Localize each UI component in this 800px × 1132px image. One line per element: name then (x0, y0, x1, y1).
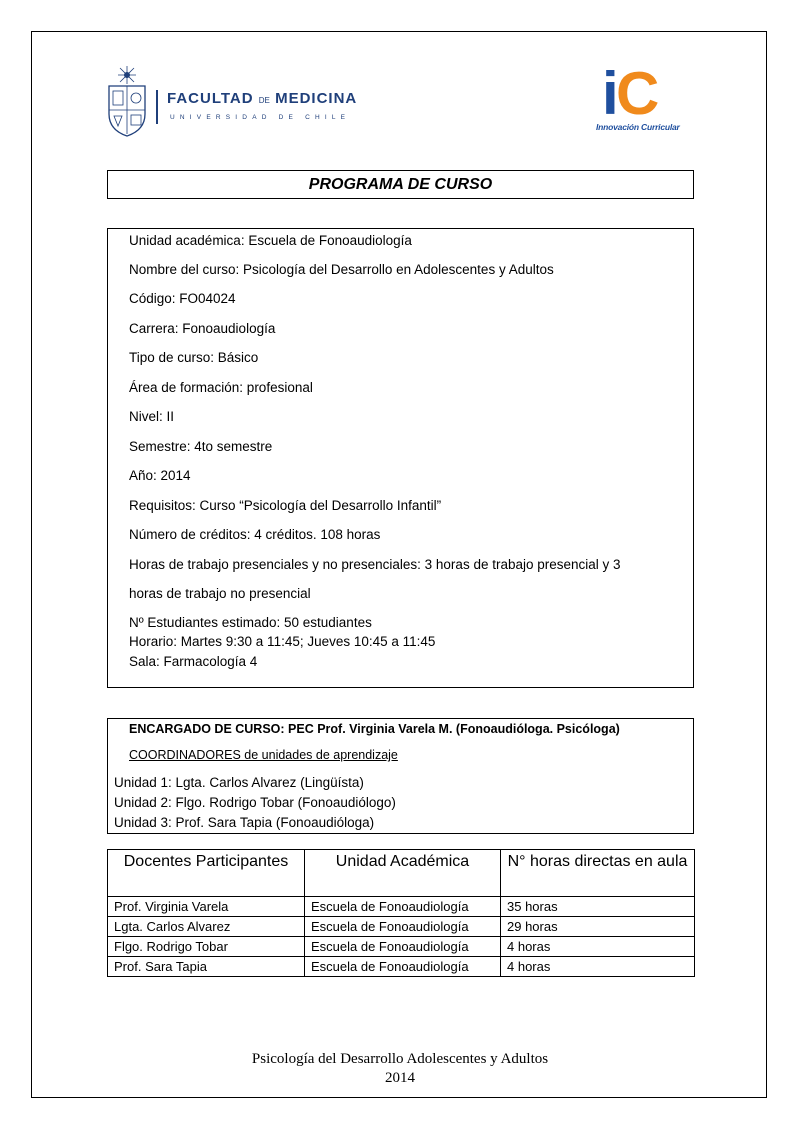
universidad-de-chile-subtitle: UNIVERSIDAD DE CHILE (170, 114, 351, 121)
logo-divider (156, 90, 158, 124)
coordinadores-heading: COORDINADORES de unidades de aprendizaje (129, 748, 398, 762)
docente-horas: 35 horas (501, 897, 695, 917)
encargado-box (107, 718, 694, 834)
info-anio: Año: 2014 (129, 468, 191, 483)
svg-text:i: i (602, 62, 619, 122)
table-header-row (108, 850, 695, 897)
docente-name: Prof. Sara Tapia (108, 957, 305, 977)
docente-name: Prof. Virginia Varela (108, 897, 305, 917)
svg-text:C: C (616, 62, 660, 122)
info-nivel: Nivel: II (129, 409, 175, 424)
facultad-medicina-title: FACULTAD DE MEDICINA (167, 90, 358, 107)
ic-logo-icon (600, 62, 664, 122)
info-estudiantes: Nº Estudiantes estimado: 50 estudiantes (129, 615, 372, 630)
course-info-box (107, 228, 694, 688)
info-semestre: Semestre: 4to semestre (129, 439, 273, 454)
ic-logo-caption: Innovación Curricular (596, 122, 680, 132)
unidad-item: Unidad 1: Lgta. Carlos Alvarez (Lingüísta) (114, 775, 364, 790)
header-docentes: Docentes Participantes (108, 850, 305, 897)
docente-horas: 4 horas (501, 957, 695, 977)
facultad-medicina-logo (107, 64, 357, 140)
header-unidad: Unidad Académica (305, 850, 501, 897)
info-nombre: Nombre del curso: Psicología del Desarrollo en Adolescentes y Adultos (129, 262, 554, 277)
innovacion-curricular-logo (596, 62, 692, 138)
docente-horas: 4 horas (501, 937, 695, 957)
unidad-item: Unidad 3: Prof. Sara Tapia (Fonoaudióloga) (114, 815, 375, 830)
table-row (108, 897, 695, 917)
docente-horas: 29 horas (501, 917, 695, 937)
docente-unidad: Escuela de Fonoaudiología (305, 917, 501, 937)
docente-unidad: Escuela de Fonoaudiología (305, 937, 501, 957)
docentes-table (107, 849, 695, 977)
footer-year: 2014 (385, 1070, 415, 1086)
info-sala: Sala: Farmacología 4 (129, 654, 258, 669)
info-codigo: Código: FO04024 (129, 291, 236, 306)
info-creditos: Número de créditos: 4 créditos. 108 horas (129, 527, 381, 542)
docente-unidad: Escuela de Fonoaudiología (305, 897, 501, 917)
footer-course-name: Psicología del Desarrollo Adolescentes y Adultos (251, 1051, 549, 1067)
header-horas: N° horas directas en aula (501, 850, 695, 897)
info-horario: Horario: Martes 9:30 a 11:45; Jueves 10:45 a 11:45 (129, 634, 436, 649)
table-row (108, 917, 695, 937)
university-crest-icon (107, 64, 151, 138)
docente-name: Lgta. Carlos Alvarez (108, 917, 305, 937)
info-tipo: Tipo de curso: Básico (129, 350, 259, 365)
encargado-title: ENCARGADO DE CURSO: PEC Prof. Virginia Varela M. (Fonoaudióloga. Psicóloga) (129, 722, 620, 736)
info-carrera: Carrera: Fonoaudiología (129, 321, 276, 336)
info-requisitos: Requisitos: Curso “Psicología del Desarrollo Infantil” (129, 498, 442, 513)
info-unidad: Unidad académica: Escuela de Fonoaudiología (129, 233, 412, 248)
table-row (108, 957, 695, 977)
docente-name: Flgo. Rodrigo Tobar (108, 937, 305, 957)
table-row (108, 937, 695, 957)
info-horas-line1: Horas de trabajo presenciales y no presenciales: 3 horas de trabajo presencial y 3 (129, 557, 621, 572)
unidad-item: Unidad 2: Flgo. Rodrigo Tobar (Fonoaudiólogo) (114, 795, 396, 810)
docente-unidad: Escuela de Fonoaudiología (305, 957, 501, 977)
info-horas-line2: horas de trabajo no presencial (129, 586, 311, 601)
page-title: PROGRAMA DE CURSO (107, 170, 694, 199)
info-area: Área de formación: profesional (129, 380, 313, 395)
